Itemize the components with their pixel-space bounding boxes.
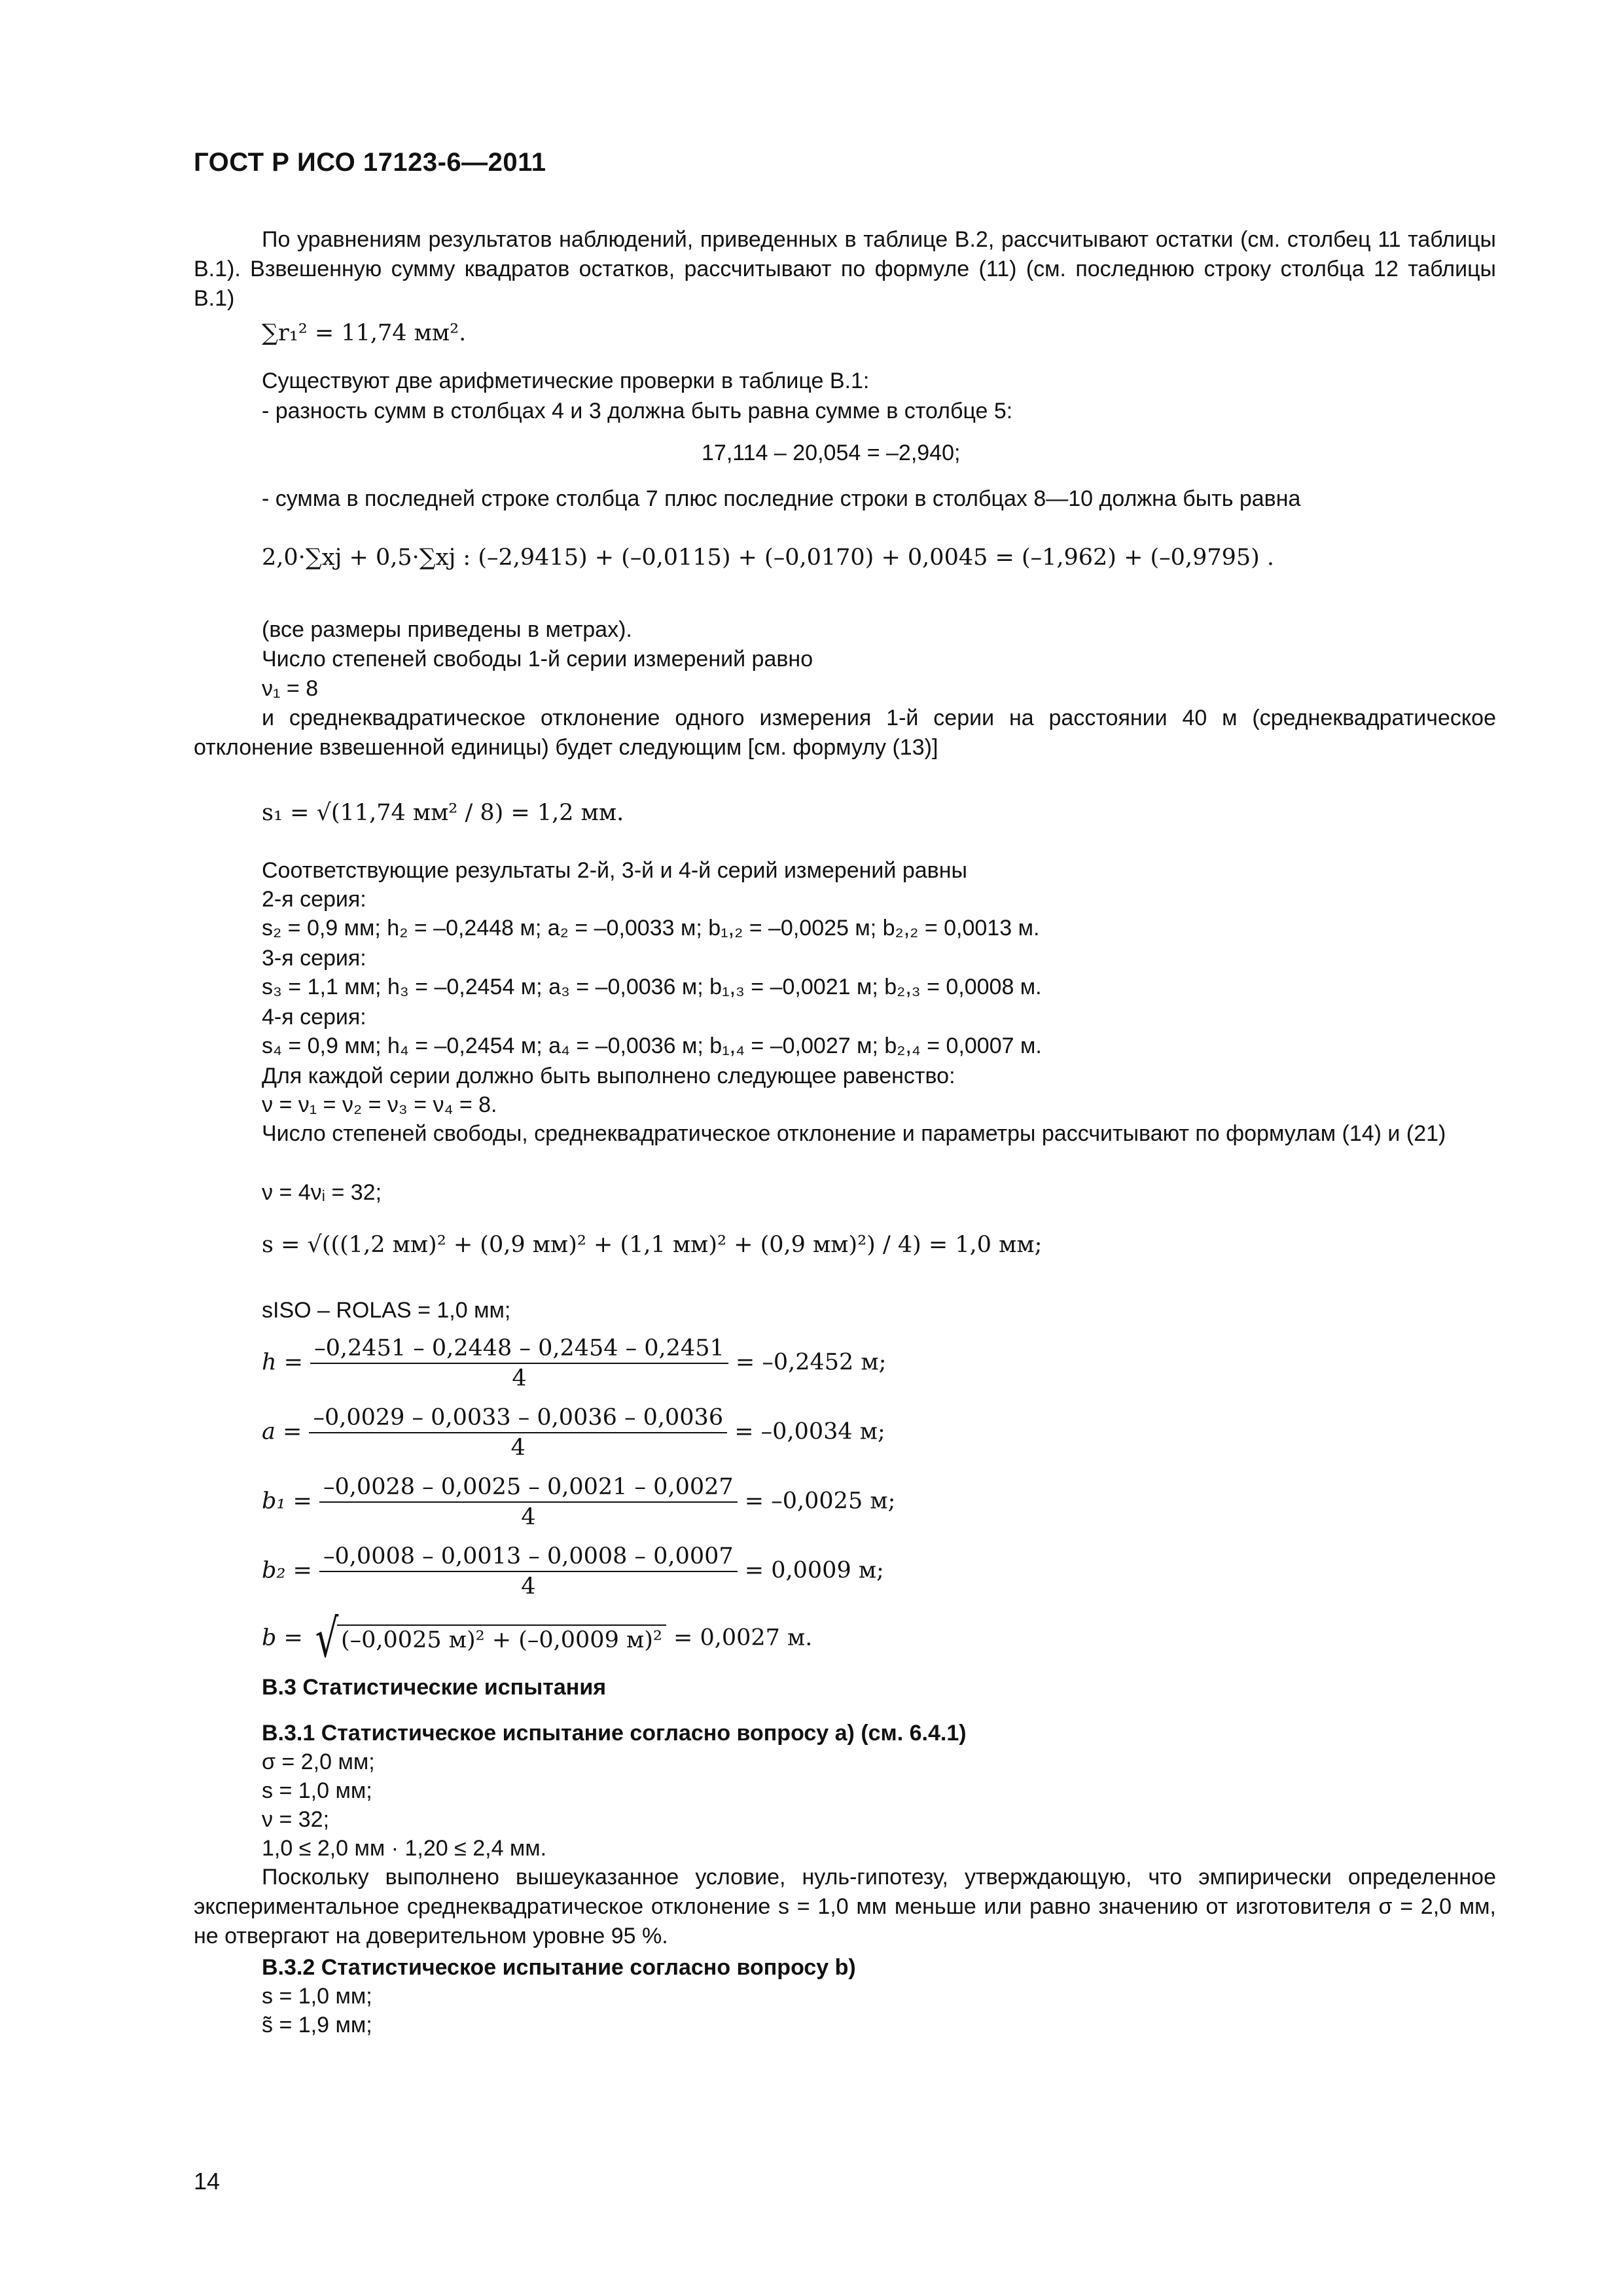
formula-lhs: b₂ =	[262, 1557, 312, 1584]
check-two-text: - сумма в последней строке столбца 7 плюс последние строки в столбцах 8—10 должна быть равна	[262, 486, 1301, 511]
b32-line: s = 1,0 мм;	[262, 1984, 372, 2009]
formula-b	[262, 1608, 813, 1669]
page-number: 14	[194, 2168, 221, 2195]
formula-denominator: 4	[521, 1573, 536, 1600]
formula-rhs: = –0,2452 м;	[735, 1349, 887, 1376]
series-label: 2-я серия:	[262, 887, 366, 912]
formula-denominator: 4	[512, 1365, 527, 1391]
b31-line: s = 1,0 мм;	[262, 1778, 372, 1803]
formula-numerator: –0,0008 – 0,0013 – 0,0008 – 0,0007	[319, 1543, 738, 1572]
paragraph-std-deviation: и среднеквадратическое отклонение одного измерения 1-й серии на расстоянии 40 м (среднеквадратическое отклонение взвешенной единицы) будет следующим [см. формулу (13)]	[194, 706, 1496, 760]
paragraph-dof-formulas: Число степеней свободы, среднеквадратическое отклонение и параметры рассчитывают по формулам (14) и (21)	[262, 1121, 1446, 1146]
section-heading-b31: В.3.1 Статистическое испытание согласно вопросу а) (см. 6.4.1)	[262, 1721, 967, 1746]
checks-title: Существуют две арифметические проверки в таблице В.1:	[262, 368, 870, 393]
formula-numerator: –0,2451 – 0,2448 – 0,2454 – 0,2451	[310, 1335, 728, 1364]
meters-note: (все размеры приведены в метрах).	[262, 617, 632, 642]
formula-h	[262, 1335, 886, 1391]
b31-line: 1,0 ≤ 2,0 мм · 1,20 ≤ 2,4 мм.	[262, 1836, 547, 1861]
series-label: 4-я серия:	[262, 1005, 366, 1030]
formula-radicand: (–0,0025 м)² + (–0,0009 м)²	[337, 1624, 666, 1653]
paragraph-residuals: По уравнениям результатов наблюдений, приведенных в таблице В.2, рассчитывают остатки (см. столбец 11 таблицы В.1). Взвешенную сумму квадратов остатков, рассчитывают по формуле (11) (см. последнюю строку столбца 12 таблицы В.1)	[194, 227, 1496, 311]
check-two-equation: 2,0·∑xj + 0,5·∑xj : (–2,9415) + (–0,0115) + (–0,0170) + 0,0045 = (–1,962) + (–0,9795) .	[262, 545, 1275, 571]
formula-lhs: a =	[262, 1418, 302, 1445]
series-values: s₄ = 0,9 мм; h₄ = –0,2454 м; a₄ = –0,0036 м; b₁,₄ = –0,0027 м; b₂,₄ = 0,0007 м.	[262, 1033, 1042, 1058]
equality-formula: ν = ν₁ = ν₂ = ν₃ = ν₄ = 8.	[262, 1092, 497, 1117]
formula-s-combined: s = √(((1,2 мм)² + (0,9 мм)² + (1,1 мм)² + (0,9 мм)²) / 4) = 1,0 мм;	[262, 1232, 1043, 1258]
formula-numerator: –0,0028 – 0,0025 – 0,0021 – 0,0027	[319, 1474, 738, 1503]
formula-rhs: = 0,0009 м;	[744, 1557, 884, 1584]
nu-one-value: ν₁ = 8	[262, 676, 319, 701]
formula-sum-residuals: ∑r₁² = 11,74 мм².	[262, 320, 467, 346]
formula-s1: s₁ = √(11,74 мм² / 8) = 1,2 мм.	[262, 800, 624, 826]
formula-a	[262, 1405, 885, 1461]
b32-line: s̃ = 1,9 мм;	[262, 2013, 372, 2037]
formula-lhs: h =	[262, 1349, 303, 1376]
section-heading-b32: В.3.2 Статистическое испытание согласно вопросу b)	[262, 1955, 856, 1980]
radical-sign: √	[315, 1608, 339, 1669]
formula-rhs: = –0,0025 м;	[744, 1488, 896, 1515]
formula-rhs: = 0,0027 м.	[673, 1624, 813, 1651]
formula-b1	[262, 1474, 895, 1530]
formula-rhs: = –0,0034 м;	[734, 1418, 885, 1445]
series-values: s₂ = 0,9 мм; h₂ = –0,2448 м; a₂ = –0,0033 м; b₁,₂ = –0,0025 м; b₂,₂ = 0,0013 м.	[262, 916, 1040, 941]
series-label: 3-я серия:	[262, 946, 366, 971]
formula-numerator: –0,0029 – 0,0033 – 0,0036 – 0,0036	[309, 1405, 727, 1433]
b31-line: σ = 2,0 мм;	[262, 1749, 375, 1774]
nu-total: ν = 4νᵢ = 32;	[262, 1180, 382, 1205]
s-iso-rolas: sISO – ROLAS = 1,0 мм;	[262, 1298, 511, 1323]
b31-line: ν = 32;	[262, 1807, 330, 1832]
document-header: ГОСТ Р ИСО 17123-6—2011	[194, 148, 546, 177]
series-values: s₃ = 1,1 мм; h₃ = –0,2454 м; a₃ = –0,0036 м; b₁,₃ = –0,0021 м; b₂,₃ = 0,0008 м.	[262, 975, 1042, 999]
dof-first-series: Число степеней свободы 1-й серии измерений равно	[262, 647, 813, 672]
formula-denominator: 4	[510, 1435, 526, 1461]
formula-lhs: b₁ =	[262, 1488, 312, 1515]
formula-denominator: 4	[521, 1504, 536, 1530]
equality-intro: Для каждой серии должно быть выполнено следующее равенство:	[262, 1064, 955, 1088]
formula-lhs: b =	[262, 1624, 303, 1651]
paragraph-hypothesis: Поскольку выполнено вышеуказанное условие, нуль-гипотезу, утверждающую, что эмпирически определенное экспериментальное среднеквадратическое отклонение s = 1,0 мм меньше или равно значению от изготовителя σ = 2,0 мм, не отвергают на доверительном уровне 95 %.	[194, 1865, 1496, 1948]
check-one-equation: 17,114 – 20,054 = –2,940;	[702, 440, 961, 465]
section-heading-b3: В.3 Статистические испытания	[262, 1675, 607, 1700]
series-intro: Соответствующие результаты 2-й, 3-й и 4-й серий измерений равны	[262, 858, 967, 883]
check-one-text: - разность сумм в столбцах 4 и 3 должна быть равна сумме в столбце 5:	[262, 399, 1013, 423]
formula-b2	[262, 1543, 884, 1600]
